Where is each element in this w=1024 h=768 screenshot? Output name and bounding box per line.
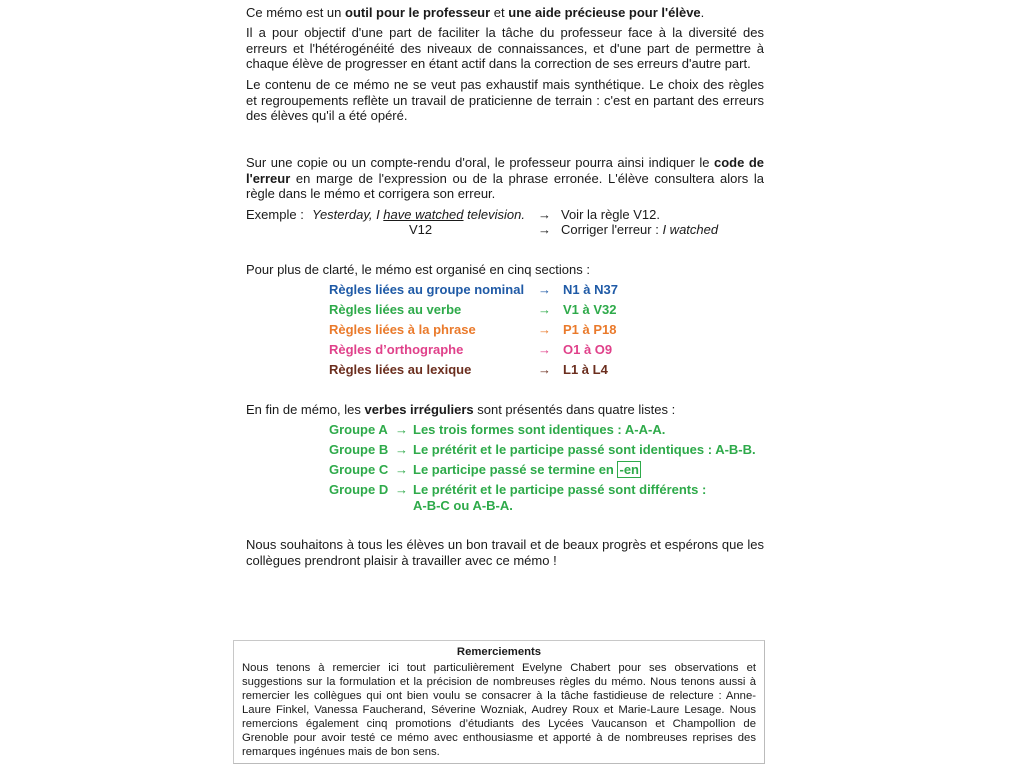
group-description [413,462,773,478]
section-name: Règles liées au verbe [329,302,462,317]
group-description-text: Le participe passé se termine en [413,462,618,477]
acknowledgements-title: Remerciements [456,646,542,658]
group-description [413,482,773,513]
usage-text: Sur une copie ou un compte-rendu d'oral, le professeur pourra ainsi indiquer le [246,155,714,170]
intro-text: Ce mémo est un [246,5,345,20]
example-result-see-rule: Voir la règle V12. [561,207,661,222]
group-row-b [329,442,769,462]
example-correction: I watched [662,222,719,237]
example-result-correct [561,222,718,238]
acknowledgements-body: Nous tenons à remercier ici tout particulièrement Evelyne Chabert pour ses observations et suggestions sur la formulation et la précision de nombreuses règles du mémo. Nous tenons aussi à remercier les collègues qui ont bien voulu se consacrer à la tâche fastidieuse de relecture : Anne-Laure Finkel, Vanessa Faucherand, Séverine Wozniak, Audrey Roux et Marie-Laure Lesage. Nous remercions également cinq promotions d’étudiants des Lycées Vaucanson et Champollion de Grenoble pour avoir testé ce mémo avec enthousiasme et apporté à de nombreuses reprises des remarques ingénues mais de bon sens. [242,662,756,758]
section-row-verb [329,302,749,322]
section-range: V1 à V32 [563,302,617,317]
group-name: Groupe A [329,422,388,437]
sections-intro: Pour plus de clarté, le mémo est organisé en cinq sections : [246,262,590,277]
closing-paragraph: Nous souhaitons à tous les élèves un bon travail et de beaux progrès et espérons que les collègues prendront plaisir à travailler avec ce mémo ! [246,537,764,568]
sections-list [329,282,749,382]
irregular-groups-list [329,422,769,518]
intro-paragraph [246,5,764,21]
irregular-verbs-intro [246,402,675,418]
objective-paragraph: Il a pour objectif d'une part de faciliter la tâche du professeur face à la diversité des erreurs et l'hétérogénéité des niveaux de connaissances, et d'une part de permettre à chaque élève de progresser en étant actif dans la correction de ses erreurs d'autre part. [246,25,764,71]
section-name: Règles liées à la phrase [329,322,476,337]
group-description: Les trois formes sont identiques : A-A-A. [413,422,666,437]
section-range: P1 à P18 [563,322,617,337]
section-range: O1 à O9 [563,342,613,357]
arrow-right-icon: → [538,222,551,237]
intro-text: et [490,5,509,20]
usage-text: en marge de l'expression ou de la phrase erronée. L'élève consultera alors la règle dans le mémo et corrigera son erreur. [246,170,764,201]
arrow-right-icon: → [538,302,551,317]
example-error-underlined: have watched [383,207,464,222]
irregular-intro-text: En fin de mémo, les [246,402,365,417]
group-row-a [329,422,769,442]
group-description-text: A-B-C ou A-B-A. [413,497,513,513]
scope-paragraph: Le contenu de ce mémo ne se veut pas exhaustif mais synthétique. Le choix des règles et regroupements reflète un travail de praticienne de terrain : c'est en partant des erreurs des élèves qu'il a été opéré. [246,77,764,123]
usage-paragraph [246,155,764,202]
example-sentence-text: television. [463,207,525,222]
arrow-right-icon: → [395,442,408,457]
group-name: Groupe B [329,442,389,457]
arrow-right-icon: → [395,482,408,497]
arrow-right-icon: → [395,422,408,437]
section-row-spelling [329,342,749,362]
arrow-right-icon: → [538,207,551,222]
example-block [246,207,764,239]
example-sentence [312,207,525,223]
group-name: Groupe C [329,462,389,477]
group-row-d [329,482,769,518]
arrow-right-icon: → [538,362,551,377]
example-result-text: Corriger l'erreur : [561,222,663,237]
irregular-intro-bold: verbes irréguliers [364,402,474,417]
example-sentence-text: Yesterday, I [312,207,384,222]
group-name: Groupe D [329,482,389,497]
suffix-en-boxed: -en [619,462,639,477]
group-description-text: Le prétérit et le participe passé sont différents : [413,482,707,497]
example-error-code: V12 [409,222,433,237]
section-name: Règles liées au groupe nominal [329,282,525,297]
example-label: Exemple : [246,207,304,222]
irregular-intro-text: sont présentés dans quatre listes : [473,402,676,417]
section-row-sentence [329,322,749,342]
section-row-nominal [329,282,749,302]
arrow-right-icon: → [538,342,551,357]
usage-bold-error-code: code de l'erreur [246,155,765,186]
section-row-lexicon [329,362,749,382]
section-range: L1 à L4 [563,362,608,377]
arrow-right-icon: → [538,282,551,297]
intro-text: . [700,5,705,20]
section-name: Règles liées au lexique [329,362,472,377]
arrow-right-icon: → [395,462,408,477]
section-name: Règles d’orthographe [329,342,464,357]
section-range: N1 à N37 [563,282,618,297]
arrow-right-icon: → [538,322,551,337]
intro-bold-student-aid: une aide précieuse pour l'élève [508,5,701,20]
acknowledgements-box [233,640,765,764]
group-description: Le prétérit et le participe passé sont identiques : A-B-B. [413,442,756,457]
group-row-c [329,462,769,482]
intro-bold-teacher-tool: outil pour le professeur [345,5,491,20]
